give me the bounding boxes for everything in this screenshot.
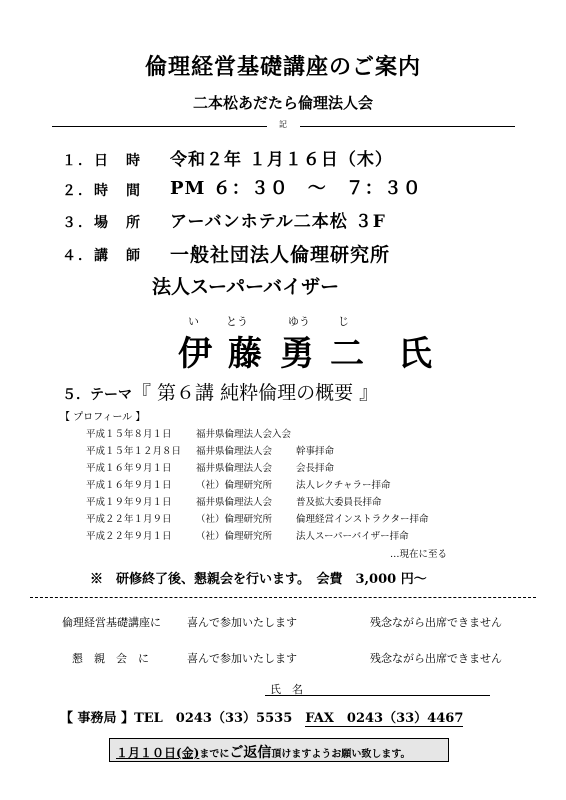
divider-right <box>300 126 515 127</box>
profile-org: 福井県倫理法人会 <box>196 497 273 508</box>
document-title: 倫理経営基礎講座のご案内 <box>144 54 421 80</box>
profile-org: 福井県倫理法人会 <box>196 463 273 474</box>
rsvp-event-party: 懇 親 会 に <box>72 652 149 665</box>
profile-entry <box>86 477 391 491</box>
ki-mark: 記 <box>279 120 287 129</box>
profile-role: 幹事拝命 <box>296 446 335 457</box>
profile-date: 平成２２年１月９日 <box>86 514 172 525</box>
rsvp-decline-seminar[interactable]: 残念ながら出席できません <box>370 616 502 629</box>
lecturer-name-1: 伊 <box>178 334 212 374</box>
profile-date: 平成１９年９月１日 <box>86 497 172 508</box>
rsvp-attend-seminar[interactable]: 喜んで参加いたします <box>187 616 297 629</box>
name-field-line[interactable] <box>265 695 490 696</box>
profile-role: 普及拡大委員長拝命 <box>296 497 382 508</box>
office-fax: FAX 0243（33）4467 <box>305 711 464 726</box>
rsvp-event-seminar: 倫理経営基礎講座に <box>62 616 161 629</box>
profile-org: （社）倫理研究所 <box>196 480 273 491</box>
contact-line <box>60 707 463 726</box>
profile-entry <box>86 511 429 525</box>
item-time-label: ２．時 間 <box>62 183 142 199</box>
profile-role: 法人スーパーバイザー拝命 <box>296 531 409 542</box>
profile-org: （社）倫理研究所 <box>196 531 273 542</box>
profile-date: 平成１６年９月１日 <box>86 463 172 474</box>
lecturer-name-2: 藤 <box>228 334 262 374</box>
cut-line <box>30 597 536 598</box>
profile-org: （社）倫理研究所 <box>196 514 273 525</box>
office-label: 【 事務局 】 <box>60 711 135 726</box>
item-date-label: １．日 時 <box>62 153 142 169</box>
ruby-2: とう <box>226 315 248 328</box>
profile-date: 平成１６年９月１日 <box>86 480 172 491</box>
lecturer-name-4: 二 <box>330 334 364 374</box>
profile-role: 会長拝命 <box>296 463 335 474</box>
profile-heading: 【 プロフィール 】 <box>60 412 146 423</box>
item-date-value: 令和２年 １月１６日（木） <box>170 150 393 170</box>
reply-deadline <box>116 742 411 762</box>
reception-note: ※ 研修終了後、懇親会を行います。 会費 3,000 円～ <box>90 572 427 587</box>
profile-date: 平成１５年１２月８日 <box>86 446 182 457</box>
theme <box>62 378 378 405</box>
reply-mid: までに <box>199 749 230 760</box>
reply-tail: 頂けますようお願い致します。 <box>271 749 411 760</box>
profile-entry <box>86 460 334 474</box>
organizer-name: 二本松あだたら倫理法人会 <box>192 94 373 112</box>
reply-main: ご返信 <box>229 745 272 761</box>
lecturer-honorific: 氏 <box>398 334 432 374</box>
profile-org: 福井県倫理法人会入会 <box>196 429 292 440</box>
name-field-label: 氏 名 <box>270 683 303 696</box>
rsvp-decline-party[interactable]: 残念ながら出席できません <box>370 652 502 665</box>
profile-role: 法人レクチャラー拝命 <box>296 480 391 491</box>
profile-entry <box>86 426 291 440</box>
rsvp-attend-party[interactable]: 喜んで参加いたします <box>187 652 297 665</box>
office-tel: TEL 0243（33）5535 <box>134 711 293 726</box>
profile-role: 倫理経営インストラクター拝命 <box>296 514 429 525</box>
item-venue-value: アーバンホテル二本松 ３F <box>170 212 386 232</box>
profile-date: 平成２２年９月１日 <box>86 531 172 542</box>
lecturer-title: 法人スーパーバイザー <box>152 276 340 298</box>
item-venue-label: ３．場 所 <box>62 215 142 231</box>
profile-entry <box>86 528 409 542</box>
theme-label: ５．テーマ <box>62 387 132 403</box>
item-lecturer-label: ４．講 師 <box>62 248 142 264</box>
item-lecturer-org: 一般社団法人倫理研究所 <box>170 244 391 266</box>
theme-text: 『 第６講 純粋倫理の概要 』 <box>132 382 379 404</box>
ruby-3: ゆう <box>288 315 310 328</box>
profile-current: …現在に至る <box>390 549 448 560</box>
reply-date: １月１０日(金) <box>116 746 200 760</box>
profile-entry <box>86 494 382 508</box>
ruby-1: い <box>188 315 199 328</box>
profile-entry <box>86 443 334 457</box>
profile-date: 平成１５年８月１日 <box>86 429 172 440</box>
item-time-value: PM ６：３０ ～ ７：３０ <box>170 178 422 199</box>
profile-org: 福井県倫理法人会 <box>196 446 273 457</box>
ruby-4: じ <box>338 315 349 328</box>
lecturer-name-3: 勇 <box>280 334 314 374</box>
